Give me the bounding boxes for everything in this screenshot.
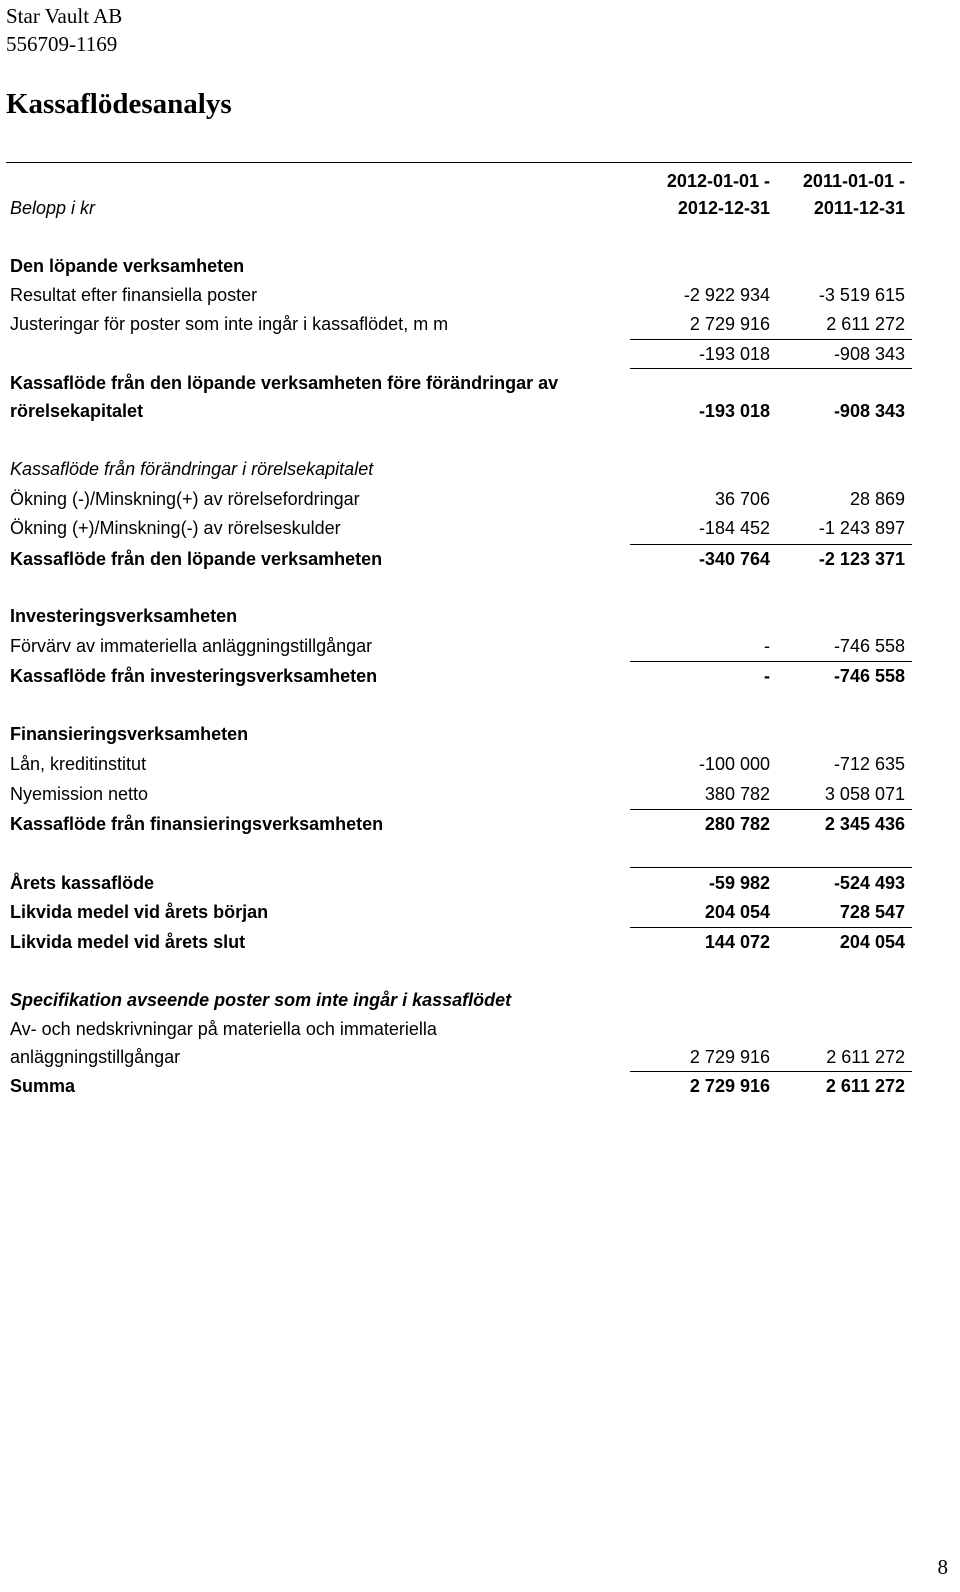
value-2011: -1 243 897 bbox=[818, 518, 905, 538]
value-2011: 2 611 272 bbox=[826, 1047, 905, 1067]
row-label: Resultat efter finansiella poster bbox=[10, 285, 258, 305]
table-row bbox=[10, 633, 910, 659]
value-2012: -193 018 bbox=[698, 344, 770, 364]
value-2012: 2 729 916 bbox=[689, 1076, 770, 1096]
value-2011: -2 123 371 bbox=[818, 549, 905, 569]
row-label: Nyemission netto bbox=[10, 784, 149, 804]
period-2011-end: 2011-12-31 bbox=[813, 198, 905, 218]
period-2012-start: 2012-01-01 - bbox=[666, 171, 770, 191]
value-2012: 380 782 bbox=[704, 784, 770, 804]
value-2011: 3 058 071 bbox=[824, 784, 905, 804]
total-row bbox=[10, 546, 910, 572]
value-2012: -193 018 bbox=[698, 401, 770, 421]
table-row bbox=[10, 781, 910, 807]
row-label: anläggningstillgångar bbox=[10, 1047, 181, 1067]
value-2012: -340 764 bbox=[698, 549, 770, 569]
row-label: Årets kassaflöde bbox=[10, 873, 155, 893]
value-2011: 2 345 436 bbox=[824, 814, 905, 834]
section-heading-working-capital bbox=[10, 456, 910, 482]
page-number: 8 bbox=[937, 1555, 948, 1579]
subtotal-rule bbox=[630, 339, 912, 340]
value-2011: 2 611 272 bbox=[825, 1076, 905, 1096]
table-row bbox=[10, 370, 910, 396]
row-label: Likvida medel vid årets början bbox=[10, 902, 269, 922]
value-2012: - bbox=[764, 666, 770, 686]
value-2012: -100 000 bbox=[698, 754, 770, 774]
total-row bbox=[10, 811, 910, 837]
row-label: Specifikation avseende poster som inte ingår i kassaflödet bbox=[10, 990, 512, 1010]
row-label: Justeringar för poster som inte ingår i kassaflödet, m m bbox=[10, 314, 449, 334]
section-heading-operating bbox=[10, 253, 910, 279]
row-label: Ökning (-)/Minskning(+) av rörelsefordringar bbox=[10, 489, 360, 509]
page-title: Kassaflödesanalys bbox=[6, 88, 232, 120]
row-label: Av- och nedskrivningar på materiella och immateriella bbox=[10, 1019, 437, 1039]
section-heading-investing bbox=[10, 603, 910, 629]
value-2011: -524 493 bbox=[833, 873, 905, 893]
value-2012: -184 452 bbox=[698, 518, 770, 538]
value-2011: 204 054 bbox=[839, 932, 905, 952]
value-2012: - bbox=[764, 636, 770, 656]
table-row bbox=[10, 1044, 910, 1070]
header-rule bbox=[6, 162, 912, 163]
value-2012: 2 729 916 bbox=[689, 314, 770, 334]
table-row bbox=[10, 751, 910, 777]
subtotal-rule bbox=[630, 661, 912, 662]
row-label: Ökning (+)/Minskning(-) av rörelseskulder bbox=[10, 518, 341, 538]
row-label: Finansieringsverksamheten bbox=[10, 724, 249, 744]
value-2011: 728 547 bbox=[839, 902, 905, 922]
table-row bbox=[10, 311, 910, 337]
row-label: Kassaflöde från den löpande verksamheten före förändringar av bbox=[10, 373, 559, 393]
company-name: Star Vault AB bbox=[6, 4, 123, 28]
value-2011: -908 343 bbox=[833, 401, 905, 421]
table-row bbox=[10, 486, 910, 512]
value-2011: 28 869 bbox=[849, 489, 905, 509]
period-header-2011 bbox=[803, 168, 905, 222]
row-label: Förvärv av immateriella anläggningstillgångar bbox=[10, 636, 373, 656]
total-row bbox=[10, 929, 910, 955]
value-2011: -712 635 bbox=[833, 754, 905, 774]
row-label: Likvida medel vid årets slut bbox=[10, 932, 246, 952]
subtotal-row bbox=[10, 341, 910, 367]
period-2012-end: 2012-12-31 bbox=[677, 198, 770, 218]
value-2012: 36 706 bbox=[714, 489, 770, 509]
subtotal-rule bbox=[630, 544, 912, 545]
value-2011: -3 519 615 bbox=[818, 285, 905, 305]
value-2012: -59 982 bbox=[708, 873, 770, 893]
section-heading-financing bbox=[10, 721, 910, 747]
value-2012: 144 072 bbox=[704, 932, 770, 952]
subtotal-rule bbox=[630, 867, 912, 868]
section-heading-specification bbox=[10, 987, 910, 1013]
subtotal-rule bbox=[630, 368, 912, 369]
total-row bbox=[10, 398, 910, 424]
row-label: Kassaflöde från finansieringsverksamheten bbox=[10, 814, 384, 834]
row-label: Summa bbox=[10, 1076, 76, 1096]
total-row bbox=[10, 663, 910, 689]
table-row bbox=[10, 282, 910, 308]
total-row bbox=[10, 899, 910, 925]
subtotal-rule bbox=[630, 1071, 912, 1072]
total-row bbox=[10, 1073, 910, 1099]
period-header-2012 bbox=[667, 168, 770, 222]
org-number: 556709-1169 bbox=[6, 32, 118, 56]
row-label: Kassaflöde från den löpande verksamheten bbox=[10, 549, 383, 569]
value-2011: -746 558 bbox=[833, 636, 905, 656]
value-2011: -746 558 bbox=[833, 666, 905, 686]
value-2011: 2 611 272 bbox=[826, 314, 905, 334]
value-2012: 2 729 916 bbox=[689, 1047, 770, 1067]
value-2012: 280 782 bbox=[704, 814, 770, 834]
row-label: Den löpande verksamheten bbox=[10, 256, 245, 276]
row-label: Kassaflöde från förändringar i rörelsekapitalet bbox=[10, 459, 374, 479]
value-2012: -2 922 934 bbox=[683, 285, 770, 305]
currency-label: Belopp i kr bbox=[10, 198, 96, 218]
subtotal-rule bbox=[630, 809, 912, 810]
table-row bbox=[10, 515, 910, 541]
row-label: Kassaflöde från investeringsverksamheten bbox=[10, 666, 378, 686]
row-label: Lån, kreditinstitut bbox=[10, 754, 147, 774]
row-label: Investeringsverksamheten bbox=[10, 606, 238, 626]
table-row bbox=[10, 1016, 910, 1042]
value-2012: 204 054 bbox=[704, 902, 770, 922]
total-row bbox=[10, 870, 910, 896]
subtotal-rule bbox=[630, 927, 912, 928]
period-2011-start: 2011-01-01 - bbox=[802, 171, 905, 191]
value-2011: -908 343 bbox=[833, 344, 905, 364]
row-label: rörelsekapitalet bbox=[10, 401, 144, 421]
